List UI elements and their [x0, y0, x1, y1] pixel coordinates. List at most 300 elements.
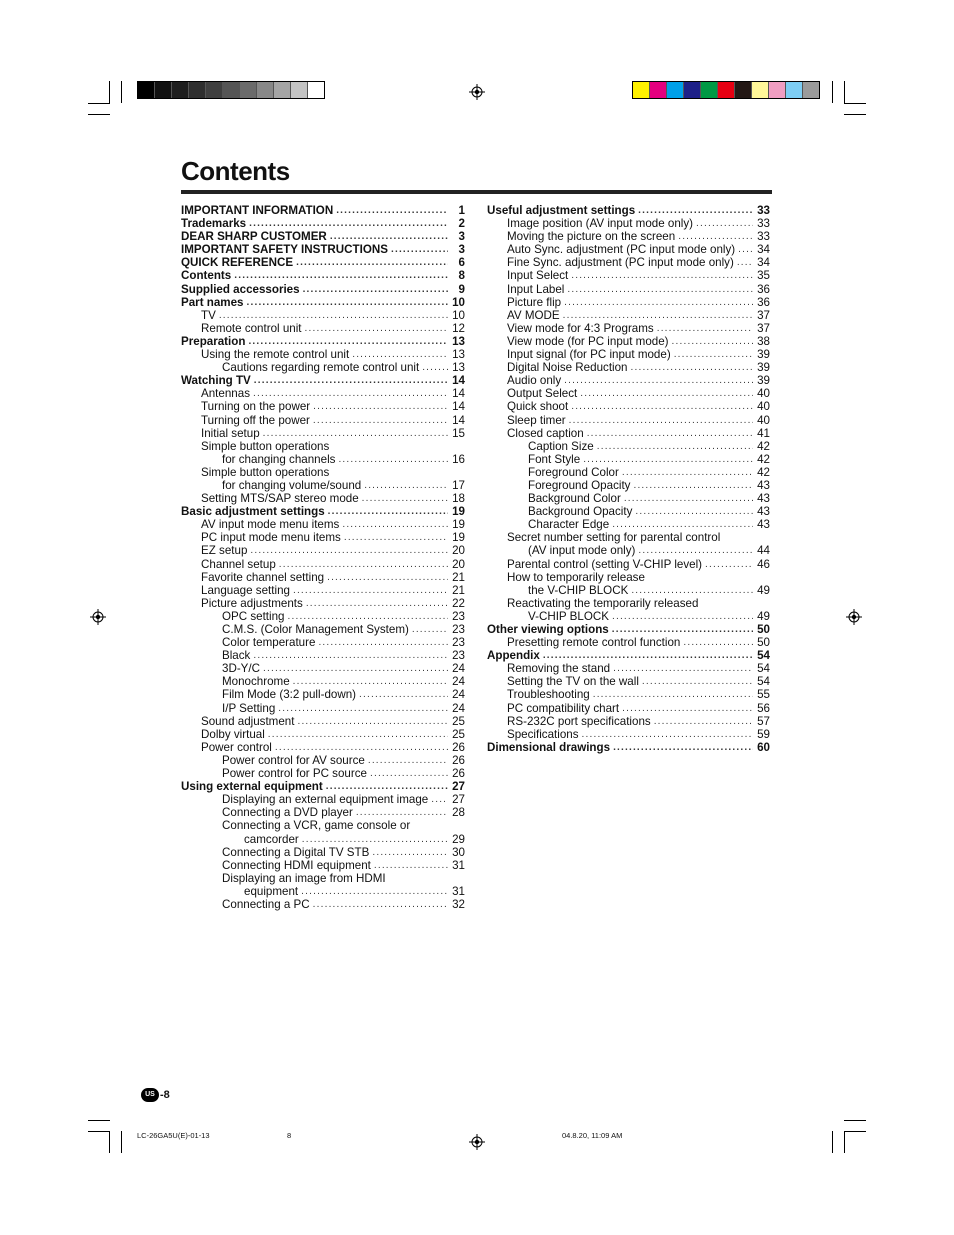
color-swatch: [650, 82, 667, 98]
toc-entry-page: 19: [452, 518, 465, 532]
toc-entry: [181, 806, 465, 819]
toc-entry: [181, 846, 465, 859]
toc-entry-page: 36: [757, 282, 770, 296]
toc-entry-page: 37: [757, 308, 770, 322]
toc-entry-page: 12: [452, 321, 465, 335]
toc-entry: [487, 688, 770, 701]
toc-leader-dots: [593, 690, 753, 702]
toc-entry-page: 54: [757, 675, 770, 689]
toc-entry-label: C.M.S. (Color Management System): [222, 623, 409, 636]
toc-entry: [181, 610, 465, 623]
toc-entry: [181, 636, 465, 649]
toc-leader-dots: [296, 257, 448, 269]
toc-entry-label: for changing volume/sound: [222, 478, 362, 492]
color-swatch: [223, 82, 240, 98]
color-swatch: [633, 82, 650, 98]
toc-entry-label: QUICK REFERENCE: [181, 256, 294, 270]
toc-entry-page: 25: [452, 727, 465, 741]
toc-entry-page: 23: [452, 649, 465, 663]
toc-entry-page: 6: [458, 256, 465, 270]
toc-entry-label: Supplied accessories: [181, 282, 300, 296]
toc-entry-page: 20: [452, 557, 465, 571]
toc-leader-dots: [250, 546, 448, 558]
toc-entry-label: Input Label: [507, 282, 565, 296]
us-badge-icon: US: [141, 1088, 159, 1102]
toc-leader-dots: [431, 794, 448, 806]
crop-mark: [844, 1131, 845, 1153]
footer-page: 8: [287, 1131, 292, 1140]
toc-leader-dots: [293, 585, 448, 597]
toc-entry-label: Antennas: [201, 387, 250, 401]
toc-leader-dots: [219, 310, 448, 322]
toc-leader-dots: [275, 742, 448, 754]
toc-entry-label: Power control for PC source: [222, 767, 367, 781]
toc-entry-page: 50: [757, 636, 770, 650]
crop-mark: [88, 114, 110, 115]
toc-entry: [181, 898, 465, 911]
toc-leader-dots: [683, 637, 753, 649]
toc-leader-dots: [303, 284, 448, 296]
toc-entry: [487, 715, 770, 728]
toc-entry-page: 27: [452, 793, 465, 807]
toc-entry-label: AV input mode menu items: [201, 518, 340, 532]
toc-entry-page: 3: [458, 243, 465, 257]
toc-entry-label: Appendix: [487, 649, 540, 663]
toc-entry: [181, 872, 465, 885]
toc-leader-dots: [293, 676, 448, 688]
toc-entry: [181, 767, 465, 780]
toc-leader-dots: [631, 585, 753, 597]
toc-entry-page: 39: [757, 348, 770, 362]
toc-entry: [181, 283, 465, 296]
toc-entry: [487, 440, 770, 453]
toc-entry: [487, 741, 770, 754]
toc-entry-page: 50: [757, 623, 770, 636]
crop-mark: [844, 81, 845, 103]
toc-leader-dots: [674, 349, 753, 361]
toc-entry: [181, 414, 465, 427]
toc-entry-label: Power control: [201, 740, 272, 754]
toc-leader-dots: [622, 703, 753, 715]
toc-leader-dots: [622, 467, 753, 479]
footer-file: LC-26GA5U(E)-01-13: [137, 1131, 210, 1140]
toc-entry-page: 33: [757, 204, 770, 217]
toc-entry-label: Watching TV: [181, 374, 251, 388]
toc-entry-label: Fine Sync. adjustment (PC input mode only): [507, 256, 734, 270]
toc-entry-label: Foreground Opacity: [528, 478, 631, 492]
toc-entry-label: How to temporarily release: [507, 570, 645, 584]
toc-leader-dots: [597, 441, 753, 453]
toc-entry: [487, 243, 770, 256]
toc-leader-dots: [344, 532, 448, 544]
toc-entry: [181, 296, 465, 309]
toc-entry: [181, 571, 465, 584]
toc-entry-page: 55: [757, 688, 770, 702]
toc-entry-label: Picture adjustments: [201, 596, 303, 610]
toc-entry-label: Using external equipment: [181, 780, 323, 794]
toc-leader-dots: [638, 205, 753, 217]
color-swatch: [155, 82, 172, 98]
toc-entry: [487, 387, 770, 400]
color-swatch: [684, 82, 701, 98]
color-calibration-bar: [632, 81, 820, 99]
toc-entry: [487, 544, 770, 557]
toc-entry-label: Parental control (setting V-CHIP level): [507, 557, 703, 571]
toc-entry: [181, 322, 465, 335]
registration-target-icon: [846, 609, 862, 625]
toc-entry-label: Dolby virtual: [201, 727, 265, 741]
toc-entry: [181, 662, 465, 675]
toc-leader-dots: [567, 284, 753, 296]
toc-entry: [487, 584, 770, 597]
toc-entry-page: 43: [757, 505, 770, 519]
toc-leader-dots: [422, 362, 448, 374]
toc-entry: [487, 675, 770, 688]
toc-entry-label: Initial setup: [201, 426, 260, 440]
toc-entry: [487, 296, 770, 309]
toc-entry-page: 38: [757, 334, 770, 348]
toc-entry-label: Film Mode (3:2 pull-down): [222, 688, 357, 702]
toc-entry-label: camcorder: [244, 832, 299, 846]
toc-leader-dots: [313, 899, 448, 911]
toc-entry: [487, 400, 770, 413]
color-swatch: [138, 82, 155, 98]
toc-entry-page: 40: [757, 387, 770, 401]
toc-entry: [487, 283, 770, 296]
toc-leader-dots: [705, 559, 753, 571]
toc-entry-label: Monochrome: [222, 675, 290, 689]
toc-entry-label: Background Color: [528, 492, 621, 506]
toc-right-column: [487, 204, 770, 754]
crop-mark: [88, 1131, 110, 1132]
color-swatch: [701, 82, 718, 98]
toc-entry-label: Font Style: [528, 452, 581, 466]
toc-entry: [181, 819, 465, 832]
toc-entry-label: 3D-Y/C: [222, 662, 261, 676]
toc-entry: [181, 715, 465, 728]
toc-entry-label: Connecting a DVD player: [222, 806, 353, 820]
toc-leader-dots: [352, 349, 448, 361]
toc-entry: [181, 374, 465, 387]
color-swatch: [667, 82, 684, 98]
toc-entry: [181, 754, 465, 767]
toc-entry: [487, 204, 770, 217]
toc-entry-label: Specifications: [507, 727, 579, 741]
toc-entry-page: 17: [452, 478, 465, 492]
toc-leader-dots: [247, 297, 448, 309]
toc-entry: [487, 374, 770, 387]
crop-mark: [109, 81, 110, 103]
toc-entry-page: 34: [757, 256, 770, 270]
toc-leader-dots: [638, 546, 753, 558]
toc-entry: [181, 702, 465, 715]
toc-entry: [487, 217, 770, 230]
toc-leader-dots: [297, 716, 448, 728]
crop-mark: [844, 103, 866, 104]
toc-entry-label: Output Select: [507, 387, 578, 401]
page-number-text: -8: [160, 1089, 170, 1101]
toc-entry: [487, 256, 770, 269]
toc-entry: [181, 492, 465, 505]
toc-entry-label: Turning on the power: [201, 400, 311, 414]
crop-mark: [121, 81, 122, 103]
toc-leader-dots: [302, 834, 448, 846]
toc-leader-dots: [279, 559, 448, 571]
color-swatch: [274, 82, 291, 98]
toc-entry-label: View mode (for PC input mode): [507, 334, 669, 348]
toc-entry: [181, 309, 465, 322]
toc-entry-page: 3: [458, 230, 465, 244]
toc-leader-dots: [359, 690, 448, 702]
toc-entry: [181, 505, 465, 518]
toc-leader-dots: [253, 650, 448, 662]
toc-entry-page: 19: [452, 505, 465, 519]
crop-mark: [88, 103, 110, 104]
toc-entry-page: 18: [452, 492, 465, 506]
toc-entry: [487, 597, 770, 610]
toc-leader-dots: [563, 310, 753, 322]
toc-leader-dots: [336, 205, 448, 217]
toc-leader-dots: [364, 480, 448, 492]
crop-mark: [844, 1131, 866, 1132]
toc-entry-label: Troubleshooting: [507, 688, 590, 702]
toc-leader-dots: [356, 807, 448, 819]
toc-entry-label: Displaying an external equipment image: [222, 793, 429, 807]
toc-entry-label: Sound adjustment: [201, 714, 295, 728]
toc-entry-label: Character Edge: [528, 518, 610, 532]
toc-entry-page: 14: [452, 413, 465, 427]
toc-entry-page: 29: [452, 832, 465, 846]
toc-leader-dots: [263, 663, 448, 675]
toc-entry-label: Secret number setting for parental control: [507, 531, 721, 545]
toc-left-column: [181, 204, 465, 911]
toc-entry-page: 60: [757, 740, 770, 754]
toc-entry-page: 59: [757, 727, 770, 741]
toc-entry: [181, 335, 465, 348]
toc-entry: [181, 387, 465, 400]
toc-entry-page: 49: [757, 609, 770, 623]
toc-entry-label: Picture flip: [507, 295, 562, 309]
toc-leader-dots: [305, 323, 448, 335]
toc-entry-label: Contents: [181, 269, 232, 283]
toc-leader-dots: [253, 388, 448, 400]
registration-target-icon: [90, 609, 106, 625]
toc-entry: [487, 453, 770, 466]
toc-leader-dots: [612, 611, 753, 623]
toc-entry-label: Foreground Color: [528, 465, 619, 479]
crop-mark: [832, 81, 833, 103]
toc-entry-label: Audio only: [507, 374, 562, 388]
toc-entry-label: Black: [222, 649, 251, 663]
toc-leader-dots: [543, 650, 753, 662]
toc-leader-dots: [587, 428, 753, 440]
toc-entry-page: 20: [452, 544, 465, 558]
toc-leader-dots: [678, 231, 753, 243]
toc-leader-dots: [582, 729, 753, 741]
toc-entry-label: Closed caption: [507, 426, 584, 440]
toc-entry-label: Remote control unit: [201, 321, 302, 335]
toc-entry-page: 46: [757, 557, 770, 571]
toc-entry: [487, 558, 770, 571]
toc-entry-label: Displaying an image from HDMI: [222, 871, 386, 885]
toc-leader-dots: [564, 297, 753, 309]
toc-entry-page: 42: [757, 452, 770, 466]
toc-entry-page: 24: [452, 662, 465, 676]
toc-entry: [181, 558, 465, 571]
crop-mark: [121, 1131, 122, 1153]
toc-entry-label: Setting the TV on the wall: [507, 675, 639, 689]
toc-entry-page: 23: [452, 609, 465, 623]
toc-entry-page: 13: [452, 361, 465, 375]
toc-entry-label: Preparation: [181, 334, 246, 348]
toc-leader-dots: [278, 703, 448, 715]
toc-entry-label: Useful adjustment settings: [487, 204, 636, 217]
toc-leader-dots: [412, 624, 448, 636]
toc-leader-dots: [642, 676, 753, 688]
registration-target-icon: [469, 84, 485, 100]
toc-entry-page: 23: [452, 636, 465, 650]
toc-entry-page: 14: [452, 374, 465, 388]
toc-entry-label: Input Select: [507, 269, 569, 283]
toc-entry: [181, 688, 465, 701]
toc-entry: [181, 518, 465, 531]
toc-leader-dots: [612, 519, 753, 531]
toc-entry: [487, 322, 770, 335]
toc-entry-page: 56: [757, 701, 770, 715]
toc-entry-label: Sleep timer: [507, 413, 566, 427]
toc-entry-label: the V-CHIP BLOCK: [528, 583, 629, 597]
toc-entry-label: DEAR SHARP CUSTOMER: [181, 230, 327, 244]
toc-entry-label: Part names: [181, 295, 244, 309]
toc-entry-page: 26: [452, 740, 465, 754]
toc-leader-dots: [330, 231, 448, 243]
toc-entry-page: 24: [452, 701, 465, 715]
toc-entry-page: 10: [452, 308, 465, 322]
toc-leader-dots: [318, 637, 448, 649]
toc-entry-page: 13: [452, 348, 465, 362]
toc-entry: [181, 793, 465, 806]
toc-leader-dots: [288, 611, 448, 623]
toc-entry-page: 43: [757, 518, 770, 532]
toc-leader-dots: [313, 402, 448, 414]
toc-entry-page: 27: [452, 780, 465, 794]
toc-entry: [181, 427, 465, 440]
toc-entry: [487, 230, 770, 243]
crop-mark: [109, 1131, 110, 1153]
toc-entry-label: OPC setting: [222, 609, 285, 623]
toc-leader-dots: [583, 454, 753, 466]
toc-leader-dots: [306, 598, 448, 610]
toc-entry-label: PC input mode menu items: [201, 531, 341, 545]
toc-entry: [487, 414, 770, 427]
toc-entry: [181, 453, 465, 466]
toc-entry: [181, 466, 465, 479]
toc-entry: [487, 728, 770, 741]
toc-entry: [487, 309, 770, 322]
toc-entry: [487, 571, 770, 584]
toc-leader-dots: [327, 572, 448, 584]
color-swatch: [803, 82, 819, 98]
toc-entry: [181, 728, 465, 741]
color-swatch: [206, 82, 223, 98]
color-swatch: [308, 82, 324, 98]
footer-date: 04.8.20, 11:09 AM: [562, 1131, 623, 1140]
toc-entry-page: 25: [452, 714, 465, 728]
toc-entry-page: 19: [452, 531, 465, 545]
toc-entry-page: 26: [452, 753, 465, 767]
toc-leader-dots: [301, 886, 448, 898]
toc-entry-page: 40: [757, 413, 770, 427]
toc-entry: [181, 584, 465, 597]
crop-mark: [844, 1120, 866, 1121]
toc-entry-page: 39: [757, 374, 770, 388]
toc-leader-dots: [374, 860, 448, 872]
toc-entry-label: Power control for AV source: [222, 753, 365, 767]
toc-entry-label: Auto Sync. adjustment (PC input mode only): [507, 243, 736, 257]
toc-entry-label: Image position (AV input mode only): [507, 217, 694, 231]
toc-leader-dots: [696, 218, 753, 230]
toc-entry-label: Connecting a PC: [222, 897, 310, 911]
crop-mark: [844, 114, 866, 115]
toc-entry-label: AV MODE: [507, 308, 560, 322]
toc-entry-page: 32: [452, 897, 465, 911]
toc-entry: [487, 492, 770, 505]
toc-entry-page: 37: [757, 321, 770, 335]
crop-mark: [832, 1131, 833, 1153]
toc-entry: [181, 243, 465, 256]
toc-entry: [181, 479, 465, 492]
toc-entry-page: 42: [757, 465, 770, 479]
toc-entry-label: Favorite channel setting: [201, 570, 325, 584]
toc-entry-label: IMPORTANT INFORMATION: [181, 204, 334, 217]
toc-leader-dots: [738, 244, 753, 256]
toc-entry: [487, 702, 770, 715]
toc-entry-page: 22: [452, 596, 465, 610]
toc-entry: [181, 649, 465, 662]
toc-entry-page: 39: [757, 361, 770, 375]
toc-entry-page: 54: [757, 662, 770, 676]
toc-entry-label: (AV input mode only): [528, 544, 636, 558]
toc-entry: [181, 269, 465, 282]
toc-entry: [487, 335, 770, 348]
toc-leader-dots: [571, 402, 753, 414]
color-swatch: [257, 82, 274, 98]
toc-leader-dots: [672, 336, 753, 348]
color-swatch: [752, 82, 769, 98]
toc-entry: [181, 348, 465, 361]
toc-entry-label: Connecting a VCR, game console or: [222, 819, 411, 833]
toc-entry-label: Setting MTS/SAP stereo mode: [201, 492, 359, 506]
toc-leader-dots: [631, 362, 753, 374]
toc-entry-label: IMPORTANT SAFETY INSTRUCTIONS: [181, 243, 388, 257]
toc-leader-dots: [268, 729, 448, 741]
toc-entry-label: PC compatibility chart: [507, 701, 620, 715]
toc-entry-label: Dimensional drawings: [487, 740, 611, 754]
color-swatch: [718, 82, 735, 98]
toc-entry-page: 43: [757, 492, 770, 506]
toc-entry-page: 10: [452, 295, 465, 309]
page-number: [141, 1088, 170, 1102]
toc-leader-dots: [391, 244, 448, 256]
toc-leader-dots: [254, 375, 448, 387]
toc-entry-label: Presetting remote control function: [507, 636, 681, 650]
toc-entry-label: Reactivating the temporarily released: [507, 596, 699, 610]
toc-leader-dots: [326, 781, 448, 793]
toc-entry-page: 44: [757, 544, 770, 558]
toc-leader-dots: [564, 375, 753, 387]
toc-entry-page: 28: [452, 806, 465, 820]
toc-entry-page: 33: [757, 217, 770, 231]
